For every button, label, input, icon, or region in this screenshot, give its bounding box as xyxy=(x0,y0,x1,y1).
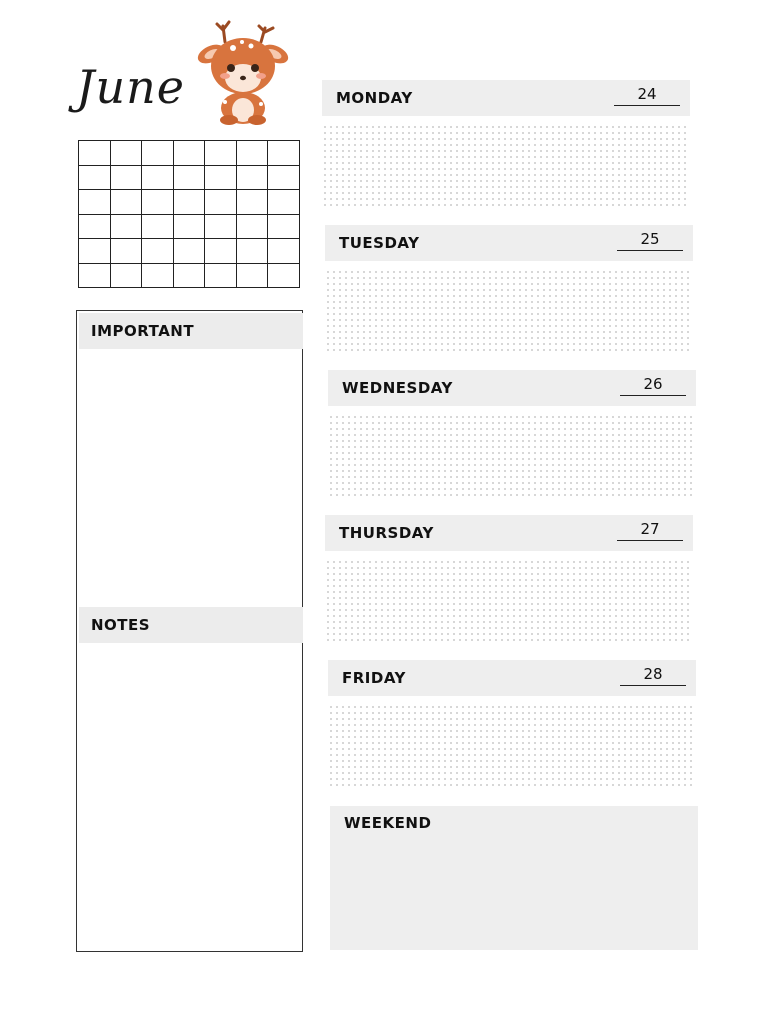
mini-calendar-cell xyxy=(142,141,174,166)
mini-calendar-cell xyxy=(205,239,237,264)
mini-calendar-cell xyxy=(205,263,237,288)
weekend-label: WEEKEND xyxy=(344,814,432,832)
mini-calendar-cell xyxy=(205,190,237,215)
mini-calendar-cell xyxy=(205,141,237,166)
day-name: TUESDAY xyxy=(339,234,420,252)
mini-calendar-cell xyxy=(236,165,268,190)
mini-calendar-cell xyxy=(142,165,174,190)
mini-calendar-cell xyxy=(110,214,142,239)
mini-calendar-cell xyxy=(110,141,142,166)
mini-calendar-cell xyxy=(79,141,111,166)
day-header-wednesday xyxy=(328,370,696,406)
mini-calendar-cell xyxy=(110,165,142,190)
mini-calendar-cell xyxy=(110,190,142,215)
mini-calendar-row xyxy=(79,263,300,288)
weekend-box[interactable] xyxy=(330,806,698,950)
mini-calendar-row xyxy=(79,239,300,264)
mini-calendar-cell xyxy=(236,263,268,288)
mini-calendar-cell xyxy=(236,214,268,239)
important-header: IMPORTANT xyxy=(79,313,303,349)
mini-calendar-cell xyxy=(142,263,174,288)
day-header-monday xyxy=(322,80,690,116)
day-header-tuesday xyxy=(325,225,693,261)
dot-grid-wednesday[interactable] xyxy=(328,414,696,498)
day-header-thursday xyxy=(325,515,693,551)
mini-calendar-row xyxy=(79,214,300,239)
mini-calendar-cell xyxy=(173,141,205,166)
mini-calendar-grid xyxy=(78,140,300,288)
mini-calendar-cell xyxy=(142,190,174,215)
mini-calendar-cell xyxy=(236,239,268,264)
mini-calendar-row xyxy=(79,190,300,215)
dot-grid-friday[interactable] xyxy=(328,704,696,788)
mini-calendar-cell xyxy=(173,239,205,264)
mini-calendar-cell xyxy=(268,190,300,215)
dot-grid-thursday[interactable] xyxy=(325,559,693,643)
mini-calendar-cell xyxy=(268,141,300,166)
mini-calendar-cell xyxy=(79,190,111,215)
mini-calendar-cell xyxy=(268,239,300,264)
dot-grid-tuesday[interactable] xyxy=(325,269,693,353)
day-name: THURSDAY xyxy=(339,524,434,542)
mini-calendar-cell xyxy=(142,214,174,239)
mini-calendar-cell xyxy=(173,263,205,288)
mini-calendar-cell xyxy=(268,263,300,288)
day-name: MONDAY xyxy=(336,89,413,107)
mini-calendar-cell xyxy=(205,214,237,239)
deer-icon xyxy=(195,16,291,128)
mini-calendar-cell xyxy=(110,239,142,264)
mini-calendar-cell xyxy=(173,214,205,239)
mini-calendar-cell xyxy=(79,214,111,239)
day-date: 28 xyxy=(620,663,686,686)
day-header-friday xyxy=(328,660,696,696)
mini-calendar-cell xyxy=(173,190,205,215)
day-name: WEDNESDAY xyxy=(342,379,453,397)
mini-calendar-cell xyxy=(236,141,268,166)
day-date: 27 xyxy=(617,518,683,541)
mini-calendar-cell xyxy=(79,165,111,190)
mini-calendar-row xyxy=(79,141,300,166)
day-name: FRIDAY xyxy=(342,669,406,687)
day-date: 25 xyxy=(617,228,683,251)
mini-calendar-row xyxy=(79,165,300,190)
day-date: 24 xyxy=(614,83,680,106)
mini-calendar-cell xyxy=(205,165,237,190)
important-notes-panel xyxy=(76,310,303,952)
mini-calendar-cell xyxy=(110,263,142,288)
mini-calendar-cell xyxy=(268,214,300,239)
month-title: June xyxy=(76,60,185,114)
dot-grid-monday[interactable] xyxy=(322,124,690,208)
notes-header: NOTES xyxy=(79,607,303,643)
mini-calendar-cell xyxy=(142,239,174,264)
mini-calendar-cell xyxy=(268,165,300,190)
mini-calendar-cell xyxy=(173,165,205,190)
mini-calendar-cell xyxy=(79,263,111,288)
mini-calendar-cell xyxy=(236,190,268,215)
day-date: 26 xyxy=(620,373,686,396)
mini-calendar-cell xyxy=(79,239,111,264)
